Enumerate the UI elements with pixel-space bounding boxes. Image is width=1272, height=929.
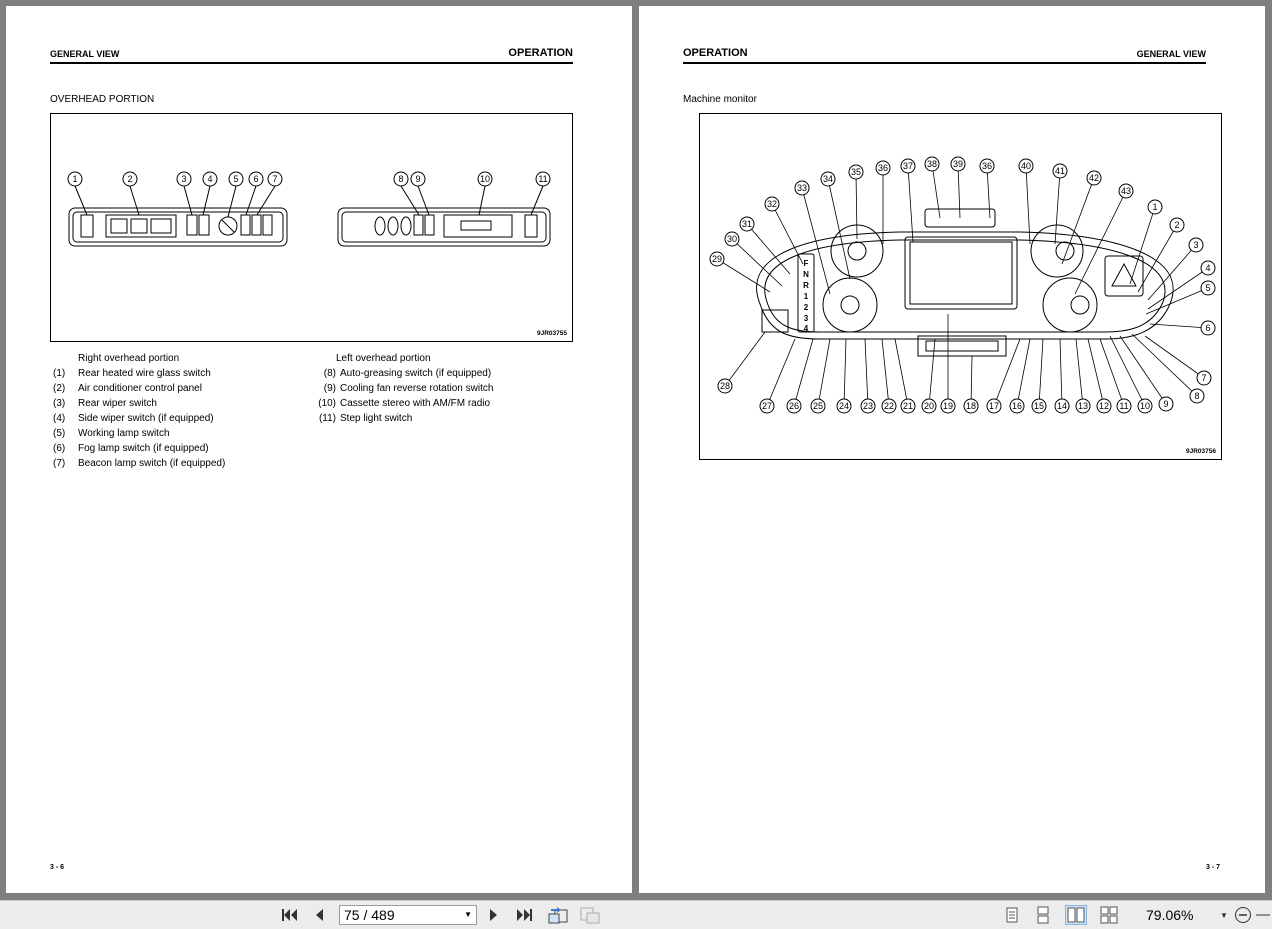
zoom-level[interactable]: 79.06% — [1146, 907, 1194, 923]
callout-label: 9 — [1163, 399, 1169, 409]
callout-leader — [856, 172, 857, 239]
callout-leader — [971, 356, 972, 406]
callout-label: 19 — [942, 401, 954, 411]
callout-leader — [1062, 178, 1094, 264]
callout-label: 24 — [838, 401, 850, 411]
callout-label: 25 — [812, 401, 824, 411]
left-page-number: 3 - 6 — [50, 864, 65, 871]
chevron-down-icon: ▼ — [1220, 910, 1228, 920]
callout-label: 30 — [726, 234, 738, 244]
callout-label: 7 — [1201, 373, 1207, 383]
zoom-slider-track[interactable] — [1256, 901, 1270, 929]
left-section-title: OVERHEAD PORTION — [50, 94, 155, 105]
callout-label: 21 — [902, 401, 914, 411]
list-item: (4) Side wiper switch (if equipped) — [53, 413, 214, 424]
callout-label: 42 — [1088, 173, 1100, 183]
callout-leader — [747, 224, 790, 274]
list-item: (11) Step light switch — [318, 413, 413, 424]
callout-label: 38 — [926, 159, 938, 169]
callout-label: 18 — [965, 401, 977, 411]
first-page-icon — [280, 907, 298, 923]
callout-label: 8 — [1194, 391, 1200, 401]
callout-leader — [717, 259, 770, 292]
callout-label: 15 — [1033, 401, 1045, 411]
callout-label: 3 — [1193, 240, 1199, 250]
callout-label: 33 — [796, 183, 808, 193]
machine-monitor-figure — [699, 113, 1222, 460]
right-header-right: GENERAL VIEW — [1136, 49, 1206, 59]
callout-label: 2 — [127, 174, 133, 184]
callout-label: 6 — [253, 174, 259, 184]
callout-leader — [1100, 339, 1124, 406]
callout-leader — [987, 166, 990, 218]
callout-label: 36 — [981, 161, 993, 171]
callout-leader — [895, 339, 908, 406]
zoom-dropdown[interactable] — [1218, 901, 1230, 929]
callout-leader — [1148, 268, 1211, 309]
callout-leader — [794, 339, 813, 406]
callout-label: 34 — [822, 174, 834, 184]
callout-label: 7 — [272, 174, 278, 184]
callout-leader — [1039, 339, 1043, 406]
callout-label: 22 — [883, 401, 895, 411]
left-page-header — [50, 46, 573, 64]
right-page-header — [683, 46, 1206, 64]
last-page-icon — [516, 907, 534, 923]
callout-leader — [725, 332, 765, 386]
two-page-view-button[interactable] — [1065, 905, 1087, 925]
list-item: (6) Fog lamp switch (if equipped) — [53, 443, 209, 454]
callout-label: 14 — [1056, 401, 1068, 411]
list-item: (5) Working lamp switch — [53, 428, 170, 439]
page-number-field[interactable] — [339, 905, 477, 925]
callout-leader — [929, 339, 935, 406]
callout-label: 3 — [181, 174, 187, 184]
callout-leader — [828, 179, 850, 279]
go-back-view-button[interactable] — [546, 901, 570, 929]
callout-leader — [1075, 191, 1126, 294]
continuous-view-button[interactable] — [1032, 905, 1054, 925]
callout-label: 5 — [233, 174, 239, 184]
callout-leader — [1132, 334, 1197, 396]
callout-label: 4 — [1205, 263, 1211, 273]
callout-label: 27 — [761, 401, 773, 411]
callout-leader — [844, 339, 846, 406]
go-forward-view-button[interactable] — [578, 901, 602, 929]
shift-label: N — [803, 270, 809, 279]
continuous-page-icon — [1036, 906, 1050, 924]
shift-label: F — [803, 259, 809, 268]
callout-label: 26 — [788, 401, 800, 411]
callout-leader — [732, 239, 782, 286]
callout-label: 16 — [1011, 401, 1023, 411]
callout-label: 23 — [862, 401, 874, 411]
next-page-icon — [488, 907, 500, 923]
machine-monitor-illustration — [700, 114, 1221, 459]
previous-page-icon — [313, 907, 325, 923]
callout-label: 13 — [1077, 401, 1089, 411]
next-page-button[interactable] — [484, 901, 504, 929]
callout-leader — [1055, 171, 1060, 244]
chevron-down-icon[interactable]: ▼ — [464, 910, 472, 919]
previous-page-button[interactable] — [309, 901, 329, 929]
callout-leader — [1138, 225, 1177, 292]
right-section-title: Machine monitor — [683, 94, 757, 105]
left-overhead-heading: Left overhead portion — [336, 353, 431, 364]
list-item: (8) Auto-greasing switch (if equipped) — [323, 368, 492, 379]
callout-label: 20 — [923, 401, 935, 411]
callout-label: 4 — [207, 174, 213, 184]
left-header-right: OPERATION — [508, 47, 573, 59]
zoom-out-icon — [1234, 906, 1252, 924]
callout-leader — [1145, 336, 1204, 378]
overhead-figure-id: 9JR03755 — [537, 330, 567, 337]
right-overhead-list — [53, 351, 303, 471]
list-item: (2) Air conditioner control panel — [53, 383, 202, 394]
callout-label: 1 — [1152, 202, 1158, 212]
callout-label: 9 — [415, 174, 421, 184]
callout-label: 39 — [952, 159, 964, 169]
callout-label: 2 — [1174, 220, 1180, 230]
callout-leader — [865, 339, 868, 406]
callout-leader — [1150, 324, 1208, 328]
list-item: (3) Rear wiper switch — [53, 398, 157, 409]
callout-label: 36 — [877, 163, 889, 173]
callout-label: 5 — [1205, 283, 1211, 293]
back-view-icon — [547, 906, 569, 924]
slider-track-icon — [1256, 913, 1270, 917]
callout-label: 10 — [1139, 401, 1151, 411]
shift-label: R — [803, 281, 809, 290]
callout-label: 11 — [538, 174, 548, 184]
callout-label: 40 — [1020, 161, 1032, 171]
callout-leader — [932, 164, 940, 218]
last-page-button[interactable] — [514, 901, 536, 929]
two-page-continuous-view-button[interactable] — [1098, 905, 1120, 925]
single-page-view-button[interactable] — [1001, 905, 1023, 925]
shift-label: 4 — [803, 324, 809, 333]
shift-label: 1 — [803, 292, 809, 301]
callout-leader — [772, 204, 803, 264]
callout-label: 8 — [398, 174, 404, 184]
right-page-number: 3 - 7 — [1206, 864, 1221, 871]
page-number-value: 75 / 489 — [344, 907, 395, 923]
callout-leader — [908, 166, 913, 242]
callout-label: 11 — [1119, 401, 1129, 411]
right-overhead-heading: Right overhead portion — [78, 353, 180, 364]
list-item: (9) Cooling fan reverse rotation switch — [323, 383, 494, 394]
callout-leader — [1088, 339, 1104, 406]
callout-label: 10 — [479, 174, 491, 184]
overhead-figure — [50, 113, 573, 342]
monitor-figure-id: 9JR03756 — [1186, 448, 1216, 455]
callout-label: 35 — [850, 167, 862, 177]
callout-label: 32 — [766, 199, 778, 209]
callout-label: 31 — [741, 219, 753, 229]
callout-leader — [1148, 245, 1196, 300]
callout-leader — [818, 339, 830, 406]
callout-leader — [958, 164, 960, 218]
callout-label: 12 — [1098, 401, 1110, 411]
callout-leader — [882, 339, 889, 406]
two-page-continuous-icon — [1100, 906, 1118, 924]
callout-label: 28 — [719, 381, 731, 391]
callout-label: 6 — [1205, 323, 1211, 333]
callout-label: 43 — [1120, 186, 1132, 196]
forward-view-icon — [579, 906, 601, 924]
shift-label: 3 — [803, 314, 809, 323]
callout-label: 17 — [988, 401, 1000, 411]
left-overhead-list — [313, 351, 573, 426]
callout-leader — [767, 339, 795, 406]
callout-label: 37 — [902, 161, 914, 171]
callout-leader — [1076, 339, 1083, 406]
single-page-icon — [1005, 907, 1019, 923]
zoom-out-button[interactable] — [1233, 901, 1253, 929]
list-item: (10) Cassette stereo with AM/FM radio — [318, 398, 491, 409]
callout-leader — [1060, 339, 1062, 406]
first-page-button[interactable] — [278, 901, 300, 929]
left-header-left: GENERAL VIEW — [50, 49, 120, 59]
list-item: (7) Beacon lamp switch (if equipped) — [53, 458, 226, 469]
overhead-illustration — [51, 114, 572, 341]
callout-label: 29 — [711, 254, 723, 264]
left-page — [6, 6, 632, 893]
right-page — [639, 6, 1265, 893]
callout-label: 41 — [1054, 166, 1066, 176]
list-item: (1) Rear heated wire glass switch — [53, 368, 211, 379]
callout-label: 1 — [72, 174, 78, 184]
shift-label: 2 — [803, 303, 809, 312]
callout-leader — [1017, 339, 1030, 406]
two-page-icon — [1067, 907, 1085, 923]
right-header-left: OPERATION — [683, 47, 748, 59]
viewer-toolbar — [0, 900, 1272, 929]
